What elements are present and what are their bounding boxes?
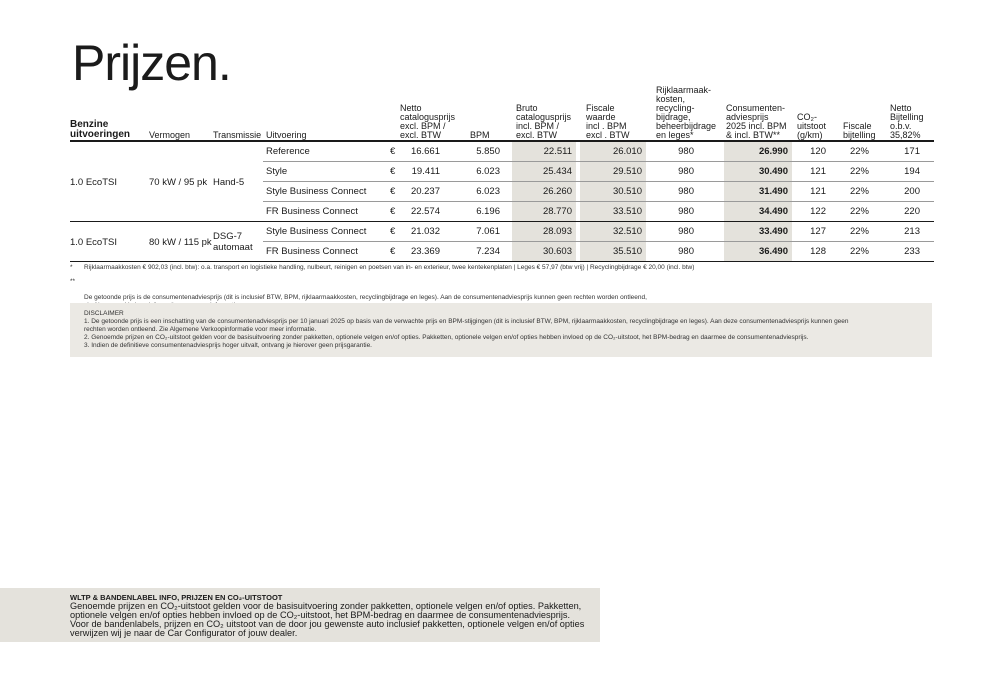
footnote — [70, 264, 934, 272]
cell-rijklaar: 980 — [678, 186, 694, 197]
cell-currency: € — [390, 146, 396, 157]
header-netto: Netto catalogusprijs excl. BPM / excl. BTW — [400, 103, 456, 140]
cell-netto: 23.369 — [410, 246, 440, 257]
cell-bijtelling: 22% — [849, 146, 869, 157]
cell-netto: 22.574 — [410, 206, 440, 217]
cell-consument: 30.490 — [724, 162, 792, 182]
cell-bruto: 28.770 — [512, 202, 576, 222]
wltp-title: WLTP & BANDENLABEL INFO, PRIJZEN EN CO₂-UITSTOOT — [70, 593, 283, 602]
cell-netto-bijtelling: 233 — [904, 246, 920, 257]
table-group — [70, 222, 934, 262]
cell-consument: 34.490 — [724, 202, 792, 222]
cell-co2: 121 — [810, 166, 826, 177]
cell-bijtelling: 22% — [849, 186, 869, 197]
cell-netto-bijtelling: 200 — [904, 186, 920, 197]
cell-netto-bijtelling: 171 — [904, 146, 920, 157]
cell-uitvoering: Style — [266, 166, 288, 177]
cell-consument: 33.490 — [724, 222, 792, 242]
cell-co2: 120 — [810, 146, 826, 157]
table-header — [70, 86, 934, 140]
cell-co2: 121 — [810, 186, 826, 197]
cell-consument: 26.990 — [724, 142, 792, 162]
cell-co2: 128 — [810, 246, 826, 257]
header-bijtelling: Fiscale bijtelling — [843, 121, 876, 140]
cell-netto: 21.032 — [410, 226, 440, 237]
wltp-info-box — [0, 588, 600, 642]
cell-bijtelling: 22% — [849, 166, 869, 177]
cell-currency: € — [390, 186, 396, 197]
cell-currency: € — [390, 206, 396, 217]
cell-netto: 16.661 — [410, 146, 440, 157]
cell-bruto: 25.434 — [512, 162, 576, 182]
cell-netto-bijtelling: 213 — [904, 226, 920, 237]
table-row — [70, 142, 934, 162]
cell-bijtelling: 22% — [849, 206, 869, 217]
cell-netto-bijtelling: 220 — [904, 206, 920, 217]
cell-consument: 36.490 — [724, 242, 792, 262]
cell-bruto: 30.603 — [512, 242, 576, 262]
cell-model: 1.0 EcoTSI — [70, 236, 117, 248]
header-uitvoering: Uitvoering — [266, 130, 307, 140]
cell-rijklaar: 980 — [678, 166, 694, 177]
header-bpm: BPM — [470, 130, 490, 140]
header-rijklaar: Rijklaarmaak- kosten, recycling- bijdrage, beheerbijdrage en leges* — [656, 85, 717, 140]
table-body — [70, 142, 934, 262]
cell-consument: 31.490 — [724, 182, 792, 202]
cell-model: 1.0 EcoTSI — [70, 176, 117, 188]
table-group — [70, 142, 934, 222]
cell-netto: 19.411 — [411, 166, 440, 177]
cell-netto: 20.237 — [410, 186, 440, 197]
cell-vermogen: 70 kW / 95 pk — [149, 176, 208, 188]
cell-bpm: 6.196 — [476, 206, 500, 217]
header-netto-bijtelling: Netto Bijtelling o.b.v. 35,82% — [890, 103, 924, 140]
cell-currency: € — [390, 166, 396, 177]
row-divider — [70, 261, 934, 262]
footnote-mark: ** — [70, 278, 76, 285]
cell-rijklaar: 980 — [678, 246, 694, 257]
cell-currency: € — [390, 226, 396, 237]
wltp-text: Genoemde prijzen en CO₂-uitstoot gelden voor de basisuitvoering zonder pakketten, optionele velgen en/of opties. Pakketten, optionele velgen en/of opties hebben invloed op de CO₂-uitstoot, het BPM-bedrag en daarmee de consumentenadviesprijs. Voor de bandenlabels, prijzen en CO₂ uitstoot van de door jou gewenste auto inclusief pakketten, optionele velgen en/of opties verwijzen wij je naar de Car Configurator of jouw dealer. — [70, 601, 585, 638]
cell-bijtelling: 22% — [849, 226, 869, 237]
cell-uitvoering: Style Business Connect — [266, 226, 367, 237]
cell-bpm: 5.850 — [476, 146, 500, 157]
cell-fiscale-waarde: 35.510 — [580, 242, 646, 262]
cell-fiscale-waarde: 32.510 — [580, 222, 646, 242]
cell-transmissie: Hand-5 — [213, 176, 245, 188]
cell-co2: 127 — [810, 226, 826, 237]
cell-bpm: 7.061 — [476, 226, 500, 237]
header-bruto: Bruto catalogusprijs incl. BPM / excl. BTW — [516, 103, 572, 140]
cell-uitvoering: Style Business Connect — [266, 186, 367, 197]
price-table — [70, 86, 934, 262]
header-fiscale-waarde: Fiscale waarde incl . BPM excl . BTW — [586, 103, 630, 140]
header-co2: CO₂- uitstoot (g/km) — [797, 112, 827, 140]
header-vermogen: Vermogen — [149, 130, 191, 140]
header-group: Benzine uitvoeringen — [70, 119, 131, 140]
cell-bruto: 22.511 — [512, 142, 576, 162]
disclaimer-box — [70, 303, 932, 357]
cell-uitvoering: FR Business Connect — [266, 206, 358, 217]
cell-bruto: 28.093 — [512, 222, 576, 242]
cell-bpm: 6.023 — [476, 186, 500, 197]
header-transmissie: Transmissie — [213, 130, 262, 140]
footnote-text: Rijklaarmaakkosten € 902,03 (incl. btw): o.a. transport en logistieke handling, nulbeurt, reinigen en poetsen van in- en exterieur, twee kentekenplaten | Leges € 57,97 (btw vrij) | Recyclingbijdrage € 20,00 (incl. btw) — [84, 264, 695, 271]
cell-fiscale-waarde: 30.510 — [580, 182, 646, 202]
cell-bpm: 7.234 — [476, 246, 500, 257]
cell-rijklaar: 980 — [678, 146, 694, 157]
disclaimer-item: 2. Genoemde prijzen en CO₂-uitstoot gelden voor de basisuitvoering zonder pakketten, optionele velgen en/of opties. Pakketten, optionele velgen en/of opties hebben invloed op de CO₂-uitstoot, het BPM-bedrag en daarmee de consumentenadviesprijs. — [84, 334, 809, 341]
cell-rijklaar: 980 — [678, 226, 694, 237]
cell-co2: 122 — [810, 206, 826, 217]
cell-fiscale-waarde: 33.510 — [580, 202, 646, 222]
disclaimer-item: 1. De getoonde prijs is een inschatting van de consumentenadviesprijs per 10 januari 2025 op basis van de verwachte prijs en BPM-stijgingen (dit is inclusief BTW, BPM, rijklaarmaakkosten, recyclingbijdrage en leges). Aan deze consumentenadviesprijs kunnen geen rechten worden ontleend. Zie Algemene Verkoopinformatie voor meer informatie. — [84, 318, 849, 333]
cell-transmissie: DSG-7 automaat — [213, 231, 253, 253]
cell-uitvoering: Reference — [266, 146, 310, 157]
footnote-mark: * — [70, 264, 73, 271]
cell-netto-bijtelling: 194 — [904, 166, 920, 177]
cell-fiscale-waarde: 29.510 — [580, 162, 646, 182]
cell-fiscale-waarde: 26.010 — [580, 142, 646, 162]
cell-bijtelling: 22% — [849, 246, 869, 257]
cell-rijklaar: 980 — [678, 206, 694, 217]
cell-bruto: 26.260 — [512, 182, 576, 202]
cell-currency: € — [390, 246, 396, 257]
cell-vermogen: 80 kW / 115 pk — [149, 236, 212, 248]
table-row — [70, 202, 934, 222]
disclaimer-title: DISCLAIMER — [84, 310, 124, 317]
header-consument: Consumenten- adviesprijs 2025 incl. BPM & incl. BTW** — [726, 103, 787, 140]
cell-bpm: 6.023 — [476, 166, 500, 177]
footnote-text: De getoonde prijs is de consumentenadviesprijs (dit is inclusief BTW, BPM, rijklaarmaakkosten, recyclingbijdrage en leges). Aan de consumentenadviesprijs kunnen geen rechten worden ontleend, — [84, 294, 647, 301]
page-title: Prijzen. — [72, 35, 231, 91]
cell-uitvoering: FR Business Connect — [266, 246, 358, 257]
disclaimer-item: 3. Indien de definitieve consumentenadviesprijs hoger uitvalt, ontvang je hierover geen prijsgarantie. — [84, 342, 372, 349]
